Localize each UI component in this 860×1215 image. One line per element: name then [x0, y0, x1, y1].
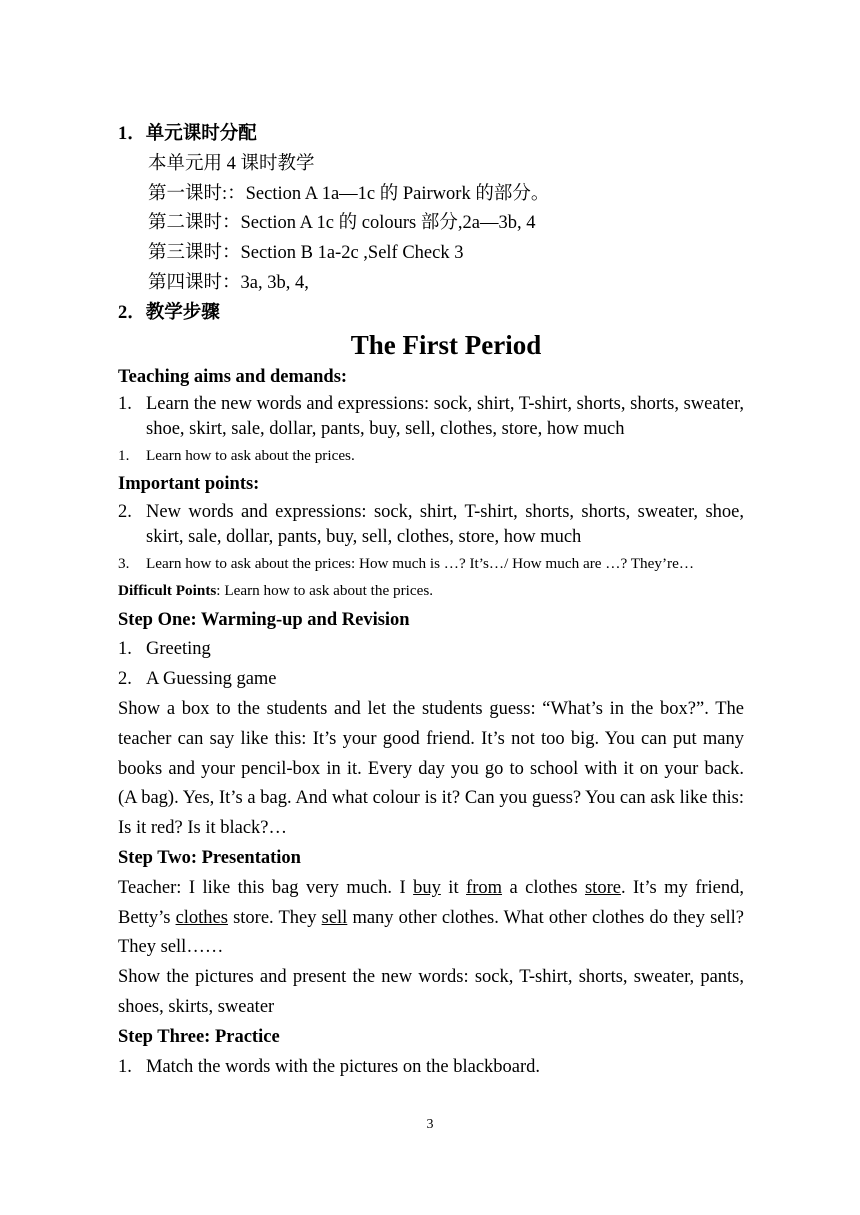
underlined-word: sell [321, 907, 348, 928]
list-text: A Guessing game [146, 669, 277, 690]
aims-item-1 [118, 392, 744, 443]
list-number: 1. [118, 393, 132, 414]
text-run: many other clothes. What other clothes do they sell? They sell…… [118, 907, 745, 958]
difficult-label: Difficult Points [118, 581, 217, 599]
schedule-line-3: 第二课时：Section A 1c 的 colours 部分,2a—3b, 4 [148, 213, 536, 234]
text-run: . It’s my friend, Betty’s [118, 877, 745, 928]
underlined-word: clothes [175, 907, 228, 928]
list-number: 3. [118, 554, 130, 572]
underlined-word: buy [413, 877, 441, 898]
step1-heading: Step One: Warming-up and Revision [118, 609, 410, 630]
step2-heading: Step Two: Presentation [118, 847, 301, 868]
list-text: Learn the new words and expressions: sock, shirt, T-shirt, shorts, shorts, sweater, shoe, skirt, sale, dollar, pants, buy, sell, clothes, store, how much [146, 393, 744, 440]
difficult-text: : Learn how to ask about the prices. [216, 581, 434, 599]
step1-item-1 [118, 635, 744, 665]
page-title: The First Period [350, 329, 542, 360]
text-run: it [440, 877, 467, 898]
step2-paragraph-2: Show the pictures and present the new words: sock, T-shirt, shorts, sweater, pants, shoes, skirts, sweater [118, 967, 744, 1017]
list-text: New words and expressions: sock, shirt, T-shirt, shorts, shorts, sweater, shoe, skirt, sale, dollar, pants, buy, sell, clothes, store, how much [146, 501, 744, 548]
list-number: 1. [118, 639, 132, 660]
list-number: 1. [118, 1056, 132, 1077]
step2-paragraph-1 [118, 874, 744, 963]
schedule-line-4: 第三课时：Section B 1a-2c ,Self Check 3 [148, 243, 464, 264]
document-page [118, 120, 744, 1082]
text-run: store. They [227, 907, 322, 928]
important-heading: Important points: [118, 473, 260, 494]
underlined-word: from [466, 877, 503, 898]
schedule-line-5: 第四课时：3a, 3b, 4, [148, 272, 309, 293]
text-run: Teacher: I like this bag very much. I [118, 877, 414, 898]
step3-heading: Step Three: Practice [118, 1026, 280, 1047]
step1-item-2 [118, 665, 744, 695]
underlined-word: store [584, 877, 621, 898]
list-text: Learn how to ask about the prices. [146, 446, 355, 464]
list-number: 1. [118, 446, 130, 464]
difficult-points [118, 576, 744, 606]
section2-heading: 2．教学步骤 [118, 302, 220, 323]
list-number: 2. [118, 669, 132, 690]
aims-item-2 [118, 443, 744, 468]
list-number: 2. [118, 501, 132, 522]
section1-heading: 1．单元课时分配 [118, 124, 257, 144]
text-run: a clothes [502, 877, 585, 898]
schedule-line-1: 本单元用 4 课时教学 [148, 153, 315, 174]
schedule-line-2: 第一课时:：Section A 1a—1c 的 Pairwork 的部分。 [148, 183, 550, 204]
list-text: Greeting [146, 639, 211, 660]
list-text: Match the words with the pictures on the blackboard. [146, 1056, 541, 1077]
page-number: 3 [426, 1117, 434, 1132]
important-item-2 [118, 551, 744, 576]
important-item-1 [118, 500, 744, 551]
step1-paragraph: Show a box to the students and let the students guess: “What’s in the box?”. The teacher can say like this: It’s your good friend. It’s not too big. You can put many books and your pencil-box in it. Every day you go to school with it on your back. (A bag). Yes, It’s a bag. And what colour is it? Can you guess? You can ask like this: Is it red? Is it black?… [118, 698, 744, 839]
aims-heading: Teaching aims and demands: [118, 366, 348, 387]
list-text: Learn how to ask about the prices: How much is …? It’s…/ How much are …? They’re… [146, 554, 695, 572]
step3-item-1 [118, 1053, 744, 1083]
